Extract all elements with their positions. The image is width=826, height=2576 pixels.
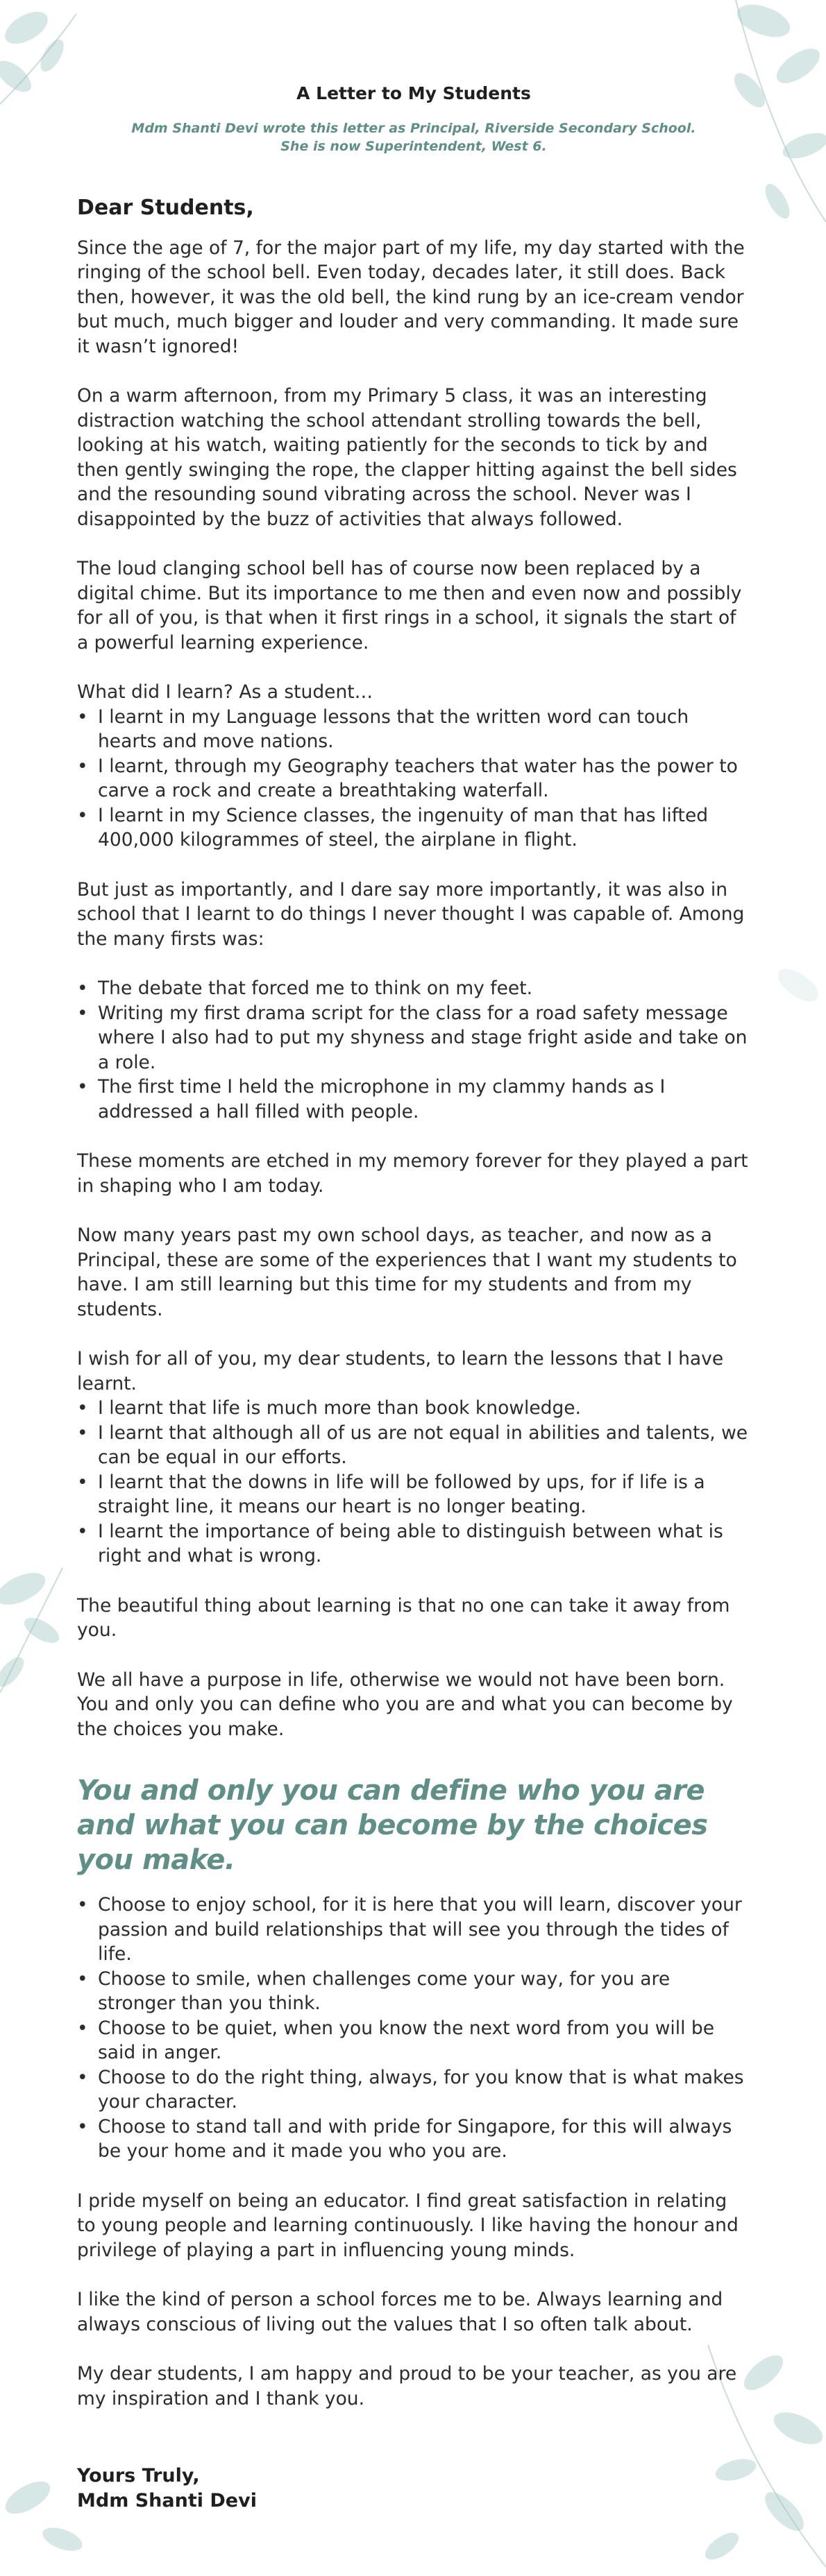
letter-body [77,196,750,2514]
paragraph-1: Since the age of 7, for the major part of my life, my day started with the ringing of the school bell. Even today, decades later, it still does. Back then, however, it was the old bell, the kind rung by an ice-cream vendor but much, much bigger and louder and very commanding. It made sure it wasn’t ignored! [77,237,745,357]
paragraph-8: I wish for all of you, my dear students, to learn the lessons that I have learnt. [77,1348,724,1394]
subtitle-line-2: She is now Superintendent, West 6. [280,139,547,154]
list-item: • Choose to stand tall and with pride for Singapore, for this will always be your home and it made you who you are. [77,2115,750,2164]
paragraph-9: The beautiful thing about learning is that no one can take it away from you. [77,1594,730,1641]
paragraph-4: What did I learn? As a student… [77,681,373,703]
list-item: • Choose to smile, when challenges come your way, for you are stronger than you think. [77,1967,750,2016]
paragraph-10: We all have a purpose in life, otherwise we would not have been born. You and only you can define who you are and what you can become by the choices you make. [77,1669,733,1740]
signoff-name: Mdm Shanti Devi [77,2490,257,2511]
list-item: • I learnt that life is much more than book knowledge. [77,1396,750,1421]
list-item: • Choose to enjoy school, for it is here that you will learn, discover your passion and build relationships that will see you through the tides of life. [77,1893,750,1967]
paragraph-2: On a warm afternoon, from my Primary 5 class, it was an interesting distraction watching the school attendant strolling towards the bell, looking at his watch, waiting patiently for the seconds to tick by and then gently swinging the rope, the clapper hitting against the bell sides and the resounding sound vibrating across the school. Never was I disappointed by the buzz of activities that always followed. [77,385,737,530]
salutation: Dear Students, [77,196,254,220]
list-item: • The first time I held the microphone in my clammy hands as I addressed a hall filled with people. [77,1075,750,1124]
choices-list [77,1893,750,2164]
signoff-closing: Yours Truly, [77,2465,200,2487]
learnt-list [77,705,750,853]
paragraph-13: My dear students, I am happy and proud to be your teacher, as you are my inspiration and I thank you. [77,2363,737,2409]
paragraph-3: The loud clanging school bell has of course now been replaced by a digital chime. But its importance to me then and even now and possibly for all of you, is that when it first rings in a school, it signals the start of a powerful learning experience. [77,558,742,654]
list-item: • Writing my first drama script for the class for a road safety message where I also had to put my shyness and stage fright aside and take on a role. [77,1001,750,1075]
list-item: • I learnt that the downs in life will be followed by ups, for if life is a straight line, it means our heart is no longer beating. [77,1470,750,1519]
letter-title: A Letter to My Students [296,83,531,103]
lessons-list [77,1396,750,1569]
list-item: • The debate that forced me to think on my feet. [77,976,750,1001]
letter-subtitle [77,119,750,155]
list-item: • I learnt in my Language lessons that the written word can touch hearts and move nations. [77,705,750,754]
list-item: • I learnt that although all of us are not equal in abilities and talents, we can be equal in our efforts. [77,1421,750,1470]
paragraph-12: I like the kind of person a school forces me to be. Always learning and always conscious of living out the values that I so often talk about. [77,2289,723,2335]
subtitle-line-1: Mdm Shanti Devi wrote this letter as Principal, Riverside Secondary School. [131,121,696,136]
list-item: • Choose to be quiet, when you know the next word from you will be said in anger. [77,2016,750,2065]
list-item: • I learnt in my Science classes, the ingenuity of man that has lifted 400,000 kilogrammes of steel, the airplane in flight. [77,803,750,853]
paragraph-5: But just as importantly, and I dare say more importantly, it was also in school that I learnt to do things I never thought I was capable of. Among the many firsts was: [77,878,745,950]
firsts-list [77,976,750,1124]
pull-quote: You and only you can define who you are and what you can become by the choices you make. [77,1775,708,1876]
list-item: • I learnt the importance of being able to distinguish between what is right and what is wrong. [77,1519,750,1569]
list-item: • Choose to do the right thing, always, for you know that is what makes your character. [77,2065,750,2115]
list-item: • I learnt, through my Geography teachers that water has the power to carve a rock and create a breathtaking waterfall. [77,754,750,803]
paragraph-6: These moments are etched in my memory forever for they played a part in shaping who I am today. [77,1150,748,1197]
paragraph-11: I pride myself on being an educator. I find great satisfaction in relating to young people and learning continuously. I like having the honour and privilege of playing a part in influencing young minds. [77,2190,739,2261]
signoff [77,2464,750,2514]
paragraph-7: Now many years past my own school days, as teacher, and now as a Principal, these are some of the experiences that I want my students to have. I am still learning but this time for my students and from my students. [77,1225,737,1320]
